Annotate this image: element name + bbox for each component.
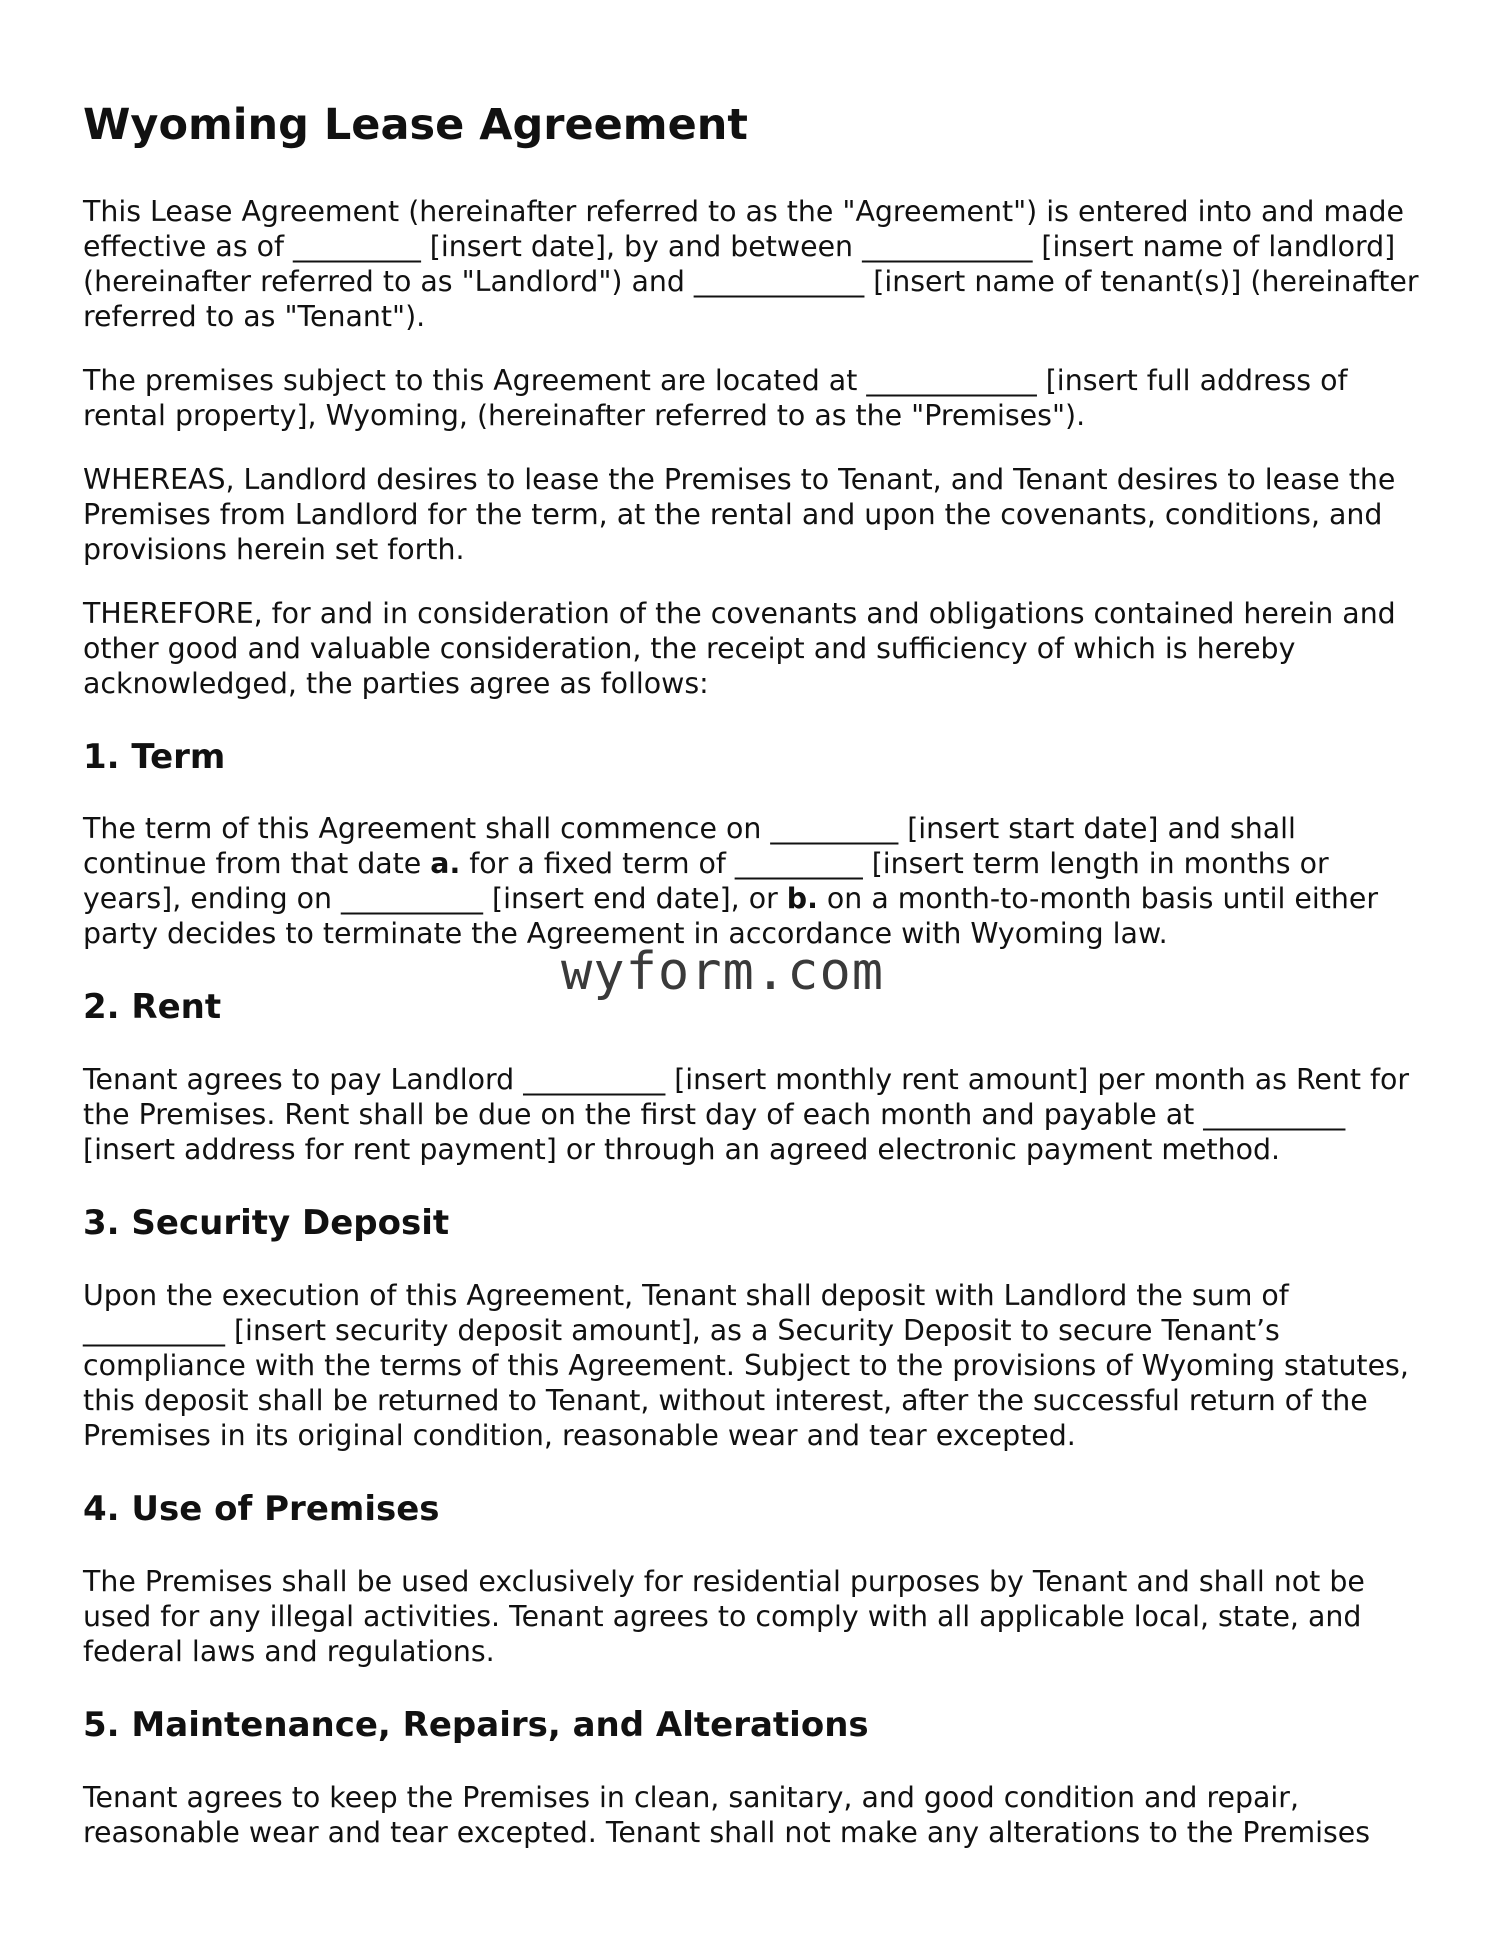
term-text-end: on a month-to-month basis until either party decides to terminate the Agreement in accordance with Wyoming law. xyxy=(83,882,1379,951)
section-body-use-of-premises: The Premises shall be used exclusively for residential purposes by Tenant and shall not be used for any illegal activities. Tenant agrees to comply with all applicable local, state, and federal laws and regulations. xyxy=(83,1564,1365,1668)
section-heading-rent: 2. Rent xyxy=(83,987,222,1028)
section-body-maintenance: Tenant agrees to keep the Premises in clean, sanitary, and good condition and repair, reasonable wear and tear excepted. Tenant shall not make any alterations to the Premises xyxy=(83,1780,1371,1849)
section-body-rent: Tenant agrees to pay Landlord __________ [insert monthly rent amount] per month as Rent for the Premises. Rent shall be due on the first day of each month and payable at __________ [insert address for rent payment] or through an agreed electronic payment method. xyxy=(83,1063,1410,1167)
term-marker-a: a. xyxy=(430,847,461,881)
section-heading-security-deposit: 3. Security Deposit xyxy=(83,1203,450,1244)
term-text-middle: for a fixed term of _________ [insert term length in months or years], ending on __________ [insert end date], or xyxy=(83,847,1329,916)
intro-paragraph-parties: This Lease Agreement (hereinafter referred to as the "Agreement") is entered into and made effective as of _________ [insert date], by and between ____________ [insert name of landlord] (hereinafter referred to as "Landlord") and ____________ [insert name of tenant(s)] (hereinafter referred to as "Tenant"). xyxy=(83,194,1419,333)
intro-paragraph-premises: The premises subject to this Agreement are located at ____________ [insert full address of rental property], Wyoming, (hereinafter referred to as the "Premises"). xyxy=(83,363,1348,432)
section-heading-maintenance: 5. Maintenance, Repairs, and Alterations xyxy=(83,1704,869,1745)
document-title: Wyoming Lease Agreement xyxy=(83,100,748,150)
term-marker-b: b. xyxy=(786,882,818,916)
intro-paragraph-whereas: WHEREAS, Landlord desires to lease the Premises to Tenant, and Tenant desires to lease the Premises from Landlord for the term, at the rental and upon the covenants, conditions, and provisions herein set forth. xyxy=(83,462,1396,566)
section-heading-term: 1. Term xyxy=(83,736,226,777)
intro-paragraph-therefore: THEREFORE, for and in consideration of the covenants and obligations contained herein and other good and valuable consideration, the receipt and sufficiency of which is hereby acknowledged, the parties agree as follows: xyxy=(83,596,1396,700)
section-body-term xyxy=(83,811,1423,951)
section-body-security-deposit: Upon the execution of this Agreement, Tenant shall deposit with Landlord the sum of __________ [insert security deposit amount], as a Security Deposit to secure Tenant’s compliance with the terms of this Agreement. Subject to the provisions of Wyoming statutes, this deposit shall be returned to Tenant, without interest, after the successful return of the Premises in its original condition, reasonable wear and tear excepted. xyxy=(83,1278,1409,1452)
watermark-text: wyform.com xyxy=(561,942,885,1002)
section-heading-use-of-premises: 4. Use of Premises xyxy=(83,1488,440,1529)
term-text-start: The term of this Agreement shall commence on _________ [insert start date] and shall continue from that date xyxy=(83,812,1296,881)
